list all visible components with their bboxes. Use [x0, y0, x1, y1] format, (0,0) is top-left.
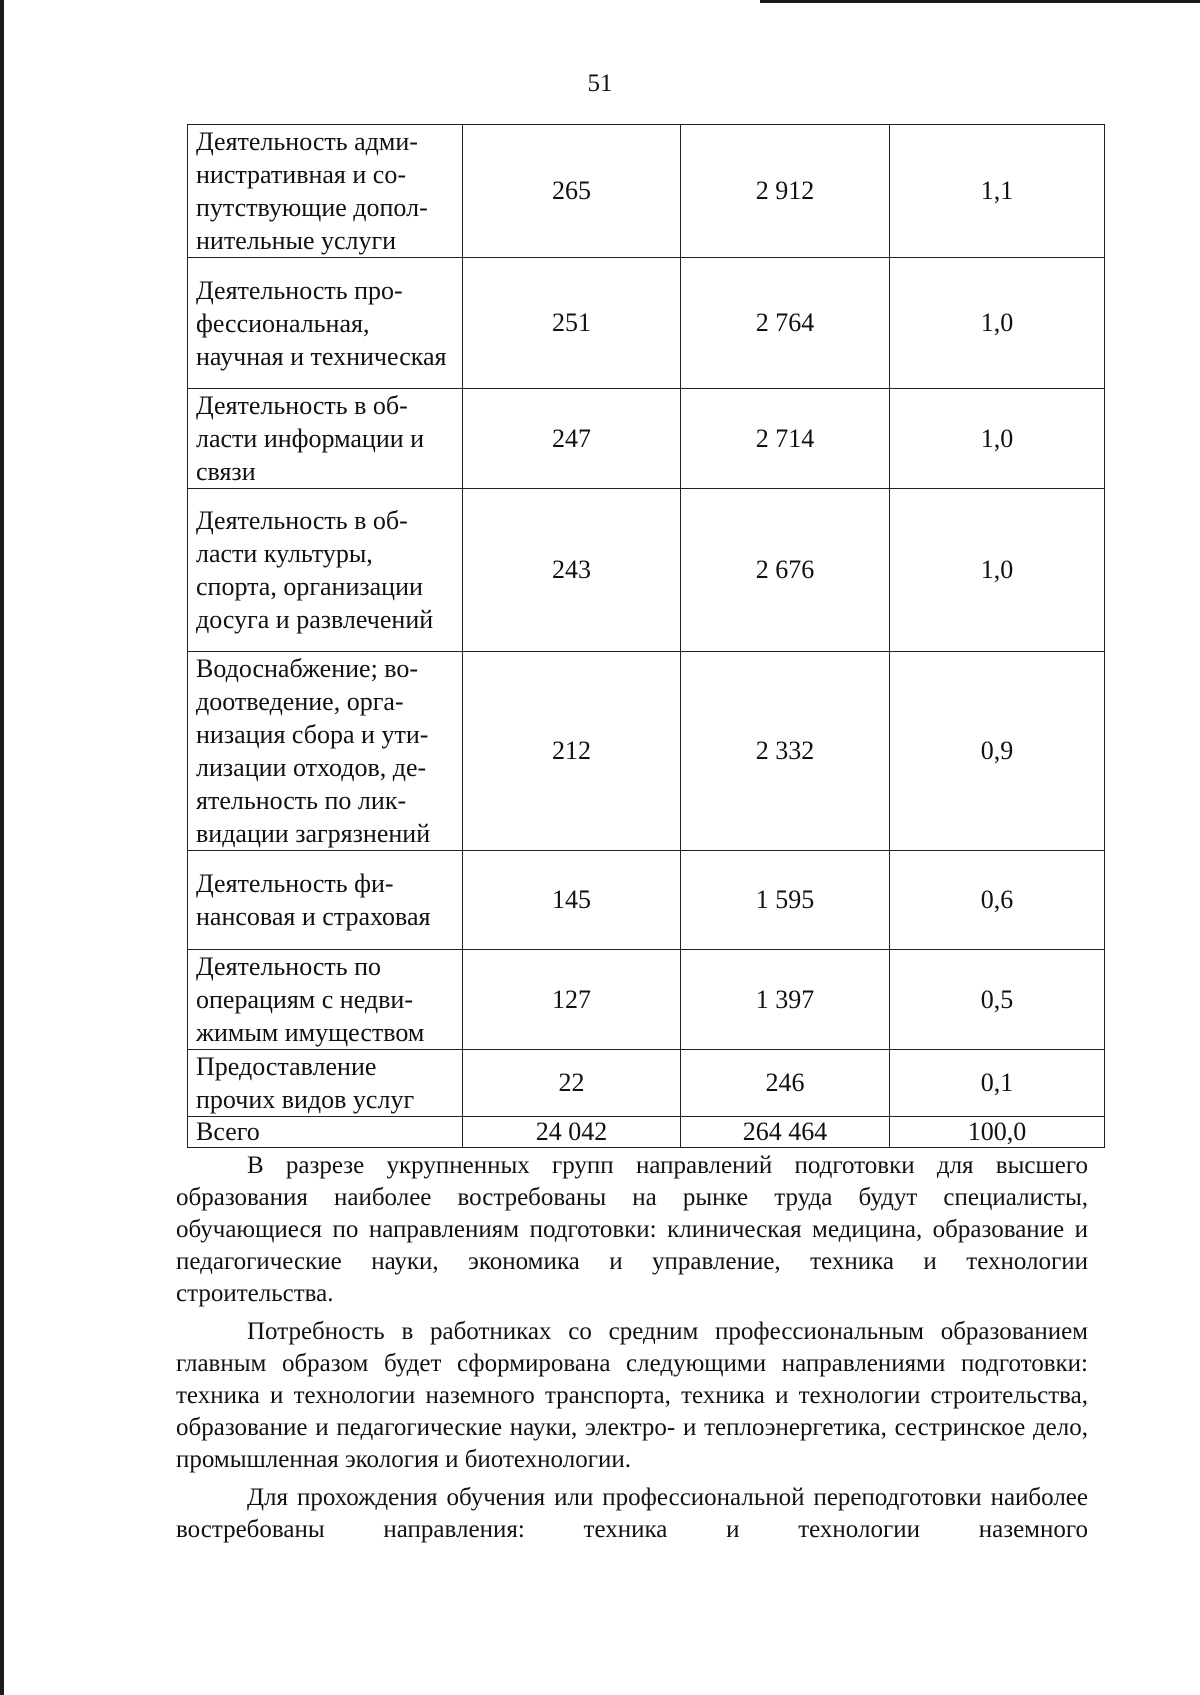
table-total-row — [188, 1117, 1105, 1148]
row-value-3: 0,9 — [890, 652, 1105, 851]
row-value-2: 2 912 — [681, 125, 890, 258]
row-value-3: 1,0 — [890, 489, 1105, 652]
row-name: Деятельность финансовая и страховая — [188, 851, 463, 950]
table-row — [188, 652, 1105, 851]
row-name: Водоснабжение; водоотведение, организация сбора и утилизации отходов, деятельность по ликвидации загрязнений — [188, 652, 463, 851]
body-text — [176, 1150, 1088, 1552]
table-row — [188, 389, 1105, 489]
row-value-1: 212 — [463, 652, 681, 851]
total-value-2: 264 464 — [681, 1117, 890, 1148]
row-name: Деятельность в области информации и связи — [188, 389, 463, 489]
row-name: Деятельность профессиональная, научная и техническая — [188, 258, 463, 389]
row-value-1: 251 — [463, 258, 681, 389]
table-row — [188, 258, 1105, 389]
paragraph: Для прохождения обучения или профессиональной переподготовки наиболее востребованы направления: техника и технологии наземного — [176, 1484, 1088, 1543]
row-name: Деятельность по операциям с недвижимым имуществом — [188, 950, 463, 1050]
scan-edge-left — [0, 0, 4, 1695]
row-value-2: 2 714 — [681, 389, 890, 489]
row-value-1: 22 — [463, 1050, 681, 1117]
paragraph: Потребность в работниках со средним профессиональным образованием главным образом будет сформирована следующими направлениями подготовки: техника и технологии наземного транспорта, техника и технологии строительства, образование и педагогические науки, электро- и теплоэнергетика, сестринское дело, промышленная экология и биотехнологии. — [176, 1318, 1088, 1473]
total-value-3: 100,0 — [890, 1117, 1105, 1148]
total-value-1: 24 042 — [463, 1117, 681, 1148]
row-value-2: 1 397 — [681, 950, 890, 1050]
row-value-3: 1,0 — [890, 258, 1105, 389]
table-row — [188, 125, 1105, 258]
scan-edge-top — [760, 0, 1200, 3]
page-number: 51 — [587, 70, 613, 97]
table-row — [188, 950, 1105, 1050]
row-value-2: 246 — [681, 1050, 890, 1117]
row-name: Предоставление прочих видов услуг — [188, 1050, 463, 1117]
paragraph: В разрезе укрупненных групп направлений подготовки для высшего образования наиболее востребованы на рынке труда будут специалисты, обучающиеся по направлениям подготовки: клиническая медицина, образование и педагогические науки, экономика и управление, техника и технологии строительства. — [176, 1152, 1088, 1307]
row-value-1: 243 — [463, 489, 681, 652]
row-value-2: 2 332 — [681, 652, 890, 851]
row-value-3: 1,1 — [890, 125, 1105, 258]
row-value-1: 247 — [463, 389, 681, 489]
row-value-1: 145 — [463, 851, 681, 950]
row-name: Деятельность административная и сопутствующие дополнительные услуги — [188, 125, 463, 258]
row-value-3: 0,1 — [890, 1050, 1105, 1117]
row-value-2: 2 676 — [681, 489, 890, 652]
row-value-2: 2 764 — [681, 258, 890, 389]
row-value-3: 1,0 — [890, 389, 1105, 489]
row-value-1: 127 — [463, 950, 681, 1050]
row-value-1: 265 — [463, 125, 681, 258]
row-value-3: 0,6 — [890, 851, 1105, 950]
statistics-table — [187, 124, 1105, 1148]
row-name: Деятельность в области культуры, спорта, организации досуга и развлечений — [188, 489, 463, 652]
total-label: Всего — [188, 1117, 463, 1148]
table-row — [188, 851, 1105, 950]
row-value-2: 1 595 — [681, 851, 890, 950]
table-row — [188, 1050, 1105, 1117]
table-row — [188, 489, 1105, 652]
row-value-3: 0,5 — [890, 950, 1105, 1050]
